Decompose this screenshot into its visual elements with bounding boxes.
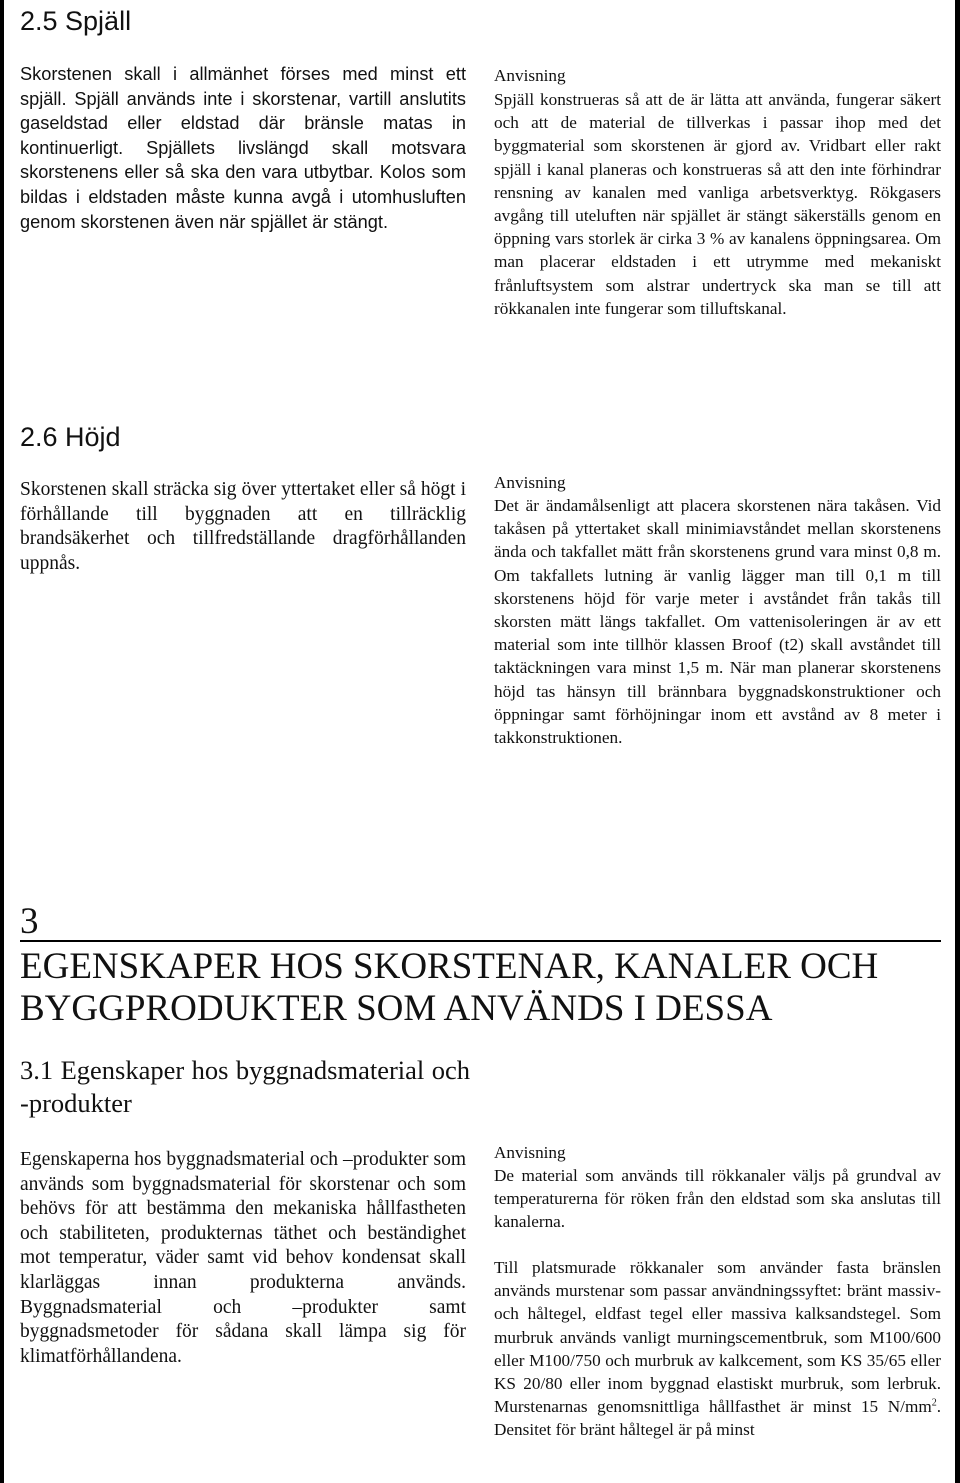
note-text-3-1-p1: De material som används till rökkanaler väljs på grundval av temperaturerna för röken från den eldstad som ska anslutas till kanalerna. xyxy=(494,1166,941,1232)
section-body-2-6: Skorstenen skall sträcka sig över yttertaket eller så högt i förhållande till byggnaden att en tillräcklig brandsäkerhet och tillfredställande dragförhållanden uppnås. xyxy=(20,479,466,574)
section-heading-2-5: 2.5 Spjäll xyxy=(20,6,132,36)
chapter-number: 3 xyxy=(20,901,39,942)
page-edge-left xyxy=(0,0,4,1483)
note-text-3-1-p2-main: Till platsmurade rökkanaler som använder fasta bränslen används murstenar som passar användningssyftet: bränt massiv- och håltegel, eldfast tegel eller massiva kalksandstegel. Som murbruk används vanligt murningscementbruk, som M100/600 eller M100/750 och murbruk av kalkcement, som KS 35/65 eller KS 20/80 eller inom byggnad elastiskt murbruk, som lerbruk. Murstenarnas genomsnittliga hållfasthet är minst 15 N/mm xyxy=(494,1258,941,1417)
note-text-3-1-p2-superscript: 2 xyxy=(931,1397,937,1409)
note-label-2-6: Anvisning xyxy=(494,473,566,492)
note-label-3-1: Anvisning xyxy=(494,1143,566,1162)
note-label-2-5: Anvisning xyxy=(494,66,566,85)
page-edge-right xyxy=(955,0,960,1483)
section-body-3-1: Egenskaperna hos byggnadsmaterial och –produkter som används som byggnadsmaterial för skorstenar och som behövs för att bestämma den mekaniska hållfastheten och stabiliteten, produkternas täthet och beständighet mot temperatur, väder samt vid behov kondensat skall klarläggas innan produkterna används. Byggnadsmaterial och –produkter samt byggnadsmetoder för sådana skall lämpa sig för klimatförhållandena. xyxy=(20,1149,466,1367)
section-body-2-5: Skorstenen skall i allmänhet förses med minst ett spjäll. Spjäll används inte i skorstenar, vartill anslutits gaseldstad eller eldstad där bränsle matas in kontinuerligt. Spjällets livslängd skall motsvara skorstenens eller så ska den vara utbytbar. Kolos som bildas i eldstaden måste kunna avgå i utomhusluften genom skorstenen även när spjället är stängt. xyxy=(20,64,466,232)
note-text-3-1-p2 xyxy=(494,1256,941,1442)
section-heading-2-6: 2.6 Höjd xyxy=(20,422,121,452)
note-text-2-6: Det är ändamålsenligt att placera skorstenen nära takåsen. Vid takåsen på yttertaket skall minimiavståndet mellan skorstenens ända och takfallet mätt från skorstenens grund vara minst 0,8 m. Om takfallets lutning är vanlig lägger man till 0,1 m till skorstenens höjd för varje meter i avståndet från takås till skorsten mätt längs takfallet. Om vattenisoleringen är av ett material som inte tillhör klassen Broof (t2) skall avståndet till taktäckningen vara minst 1,5 m. När man planerar skorstenens höjd tas hänsyn till brännbara byggnadskonstruktioner och öppningar samt förhöjningar inom ett avstånd av 8 meter i takkonstruktionen. xyxy=(494,496,941,748)
section-heading-3-1: 3.1 Egenskaper hos byggnadsmaterial och -produkter xyxy=(20,1055,470,1118)
note-text-3-1-p2-tail: . Densitet för bränt håltegel är på minst xyxy=(494,1397,941,1440)
chapter-divider xyxy=(20,940,941,942)
note-text-2-5: Spjäll konstrueras så att de är lätta att använda, fungerar säkert och att de material de tillverkas i passar ihop med det byggmaterial som skorstenen är gjord av. Vridbart eller rakt spjäll i kanal planeras och konstrueras så att den inte förhindrar rensning av kanalen med vanliga arbetsverktyg. Rökgasers avgång till uteluften när spjället är stängt säkerställs genom en öppning vars storlek är cirka 3 % av kanalens öppningsarea. Om man placerar eldstaden i ett utrymme med mekaniskt frånluftsystem som alstrar undertryck ska man se till att rökkanalen inte fungerar som tilluftskanal. xyxy=(494,90,941,318)
chapter-title: EGENSKAPER HOS SKORSTENAR, KANALER OCH BYGGPRODUKTER SOM ANVÄNDS I DESSA xyxy=(20,946,879,1029)
